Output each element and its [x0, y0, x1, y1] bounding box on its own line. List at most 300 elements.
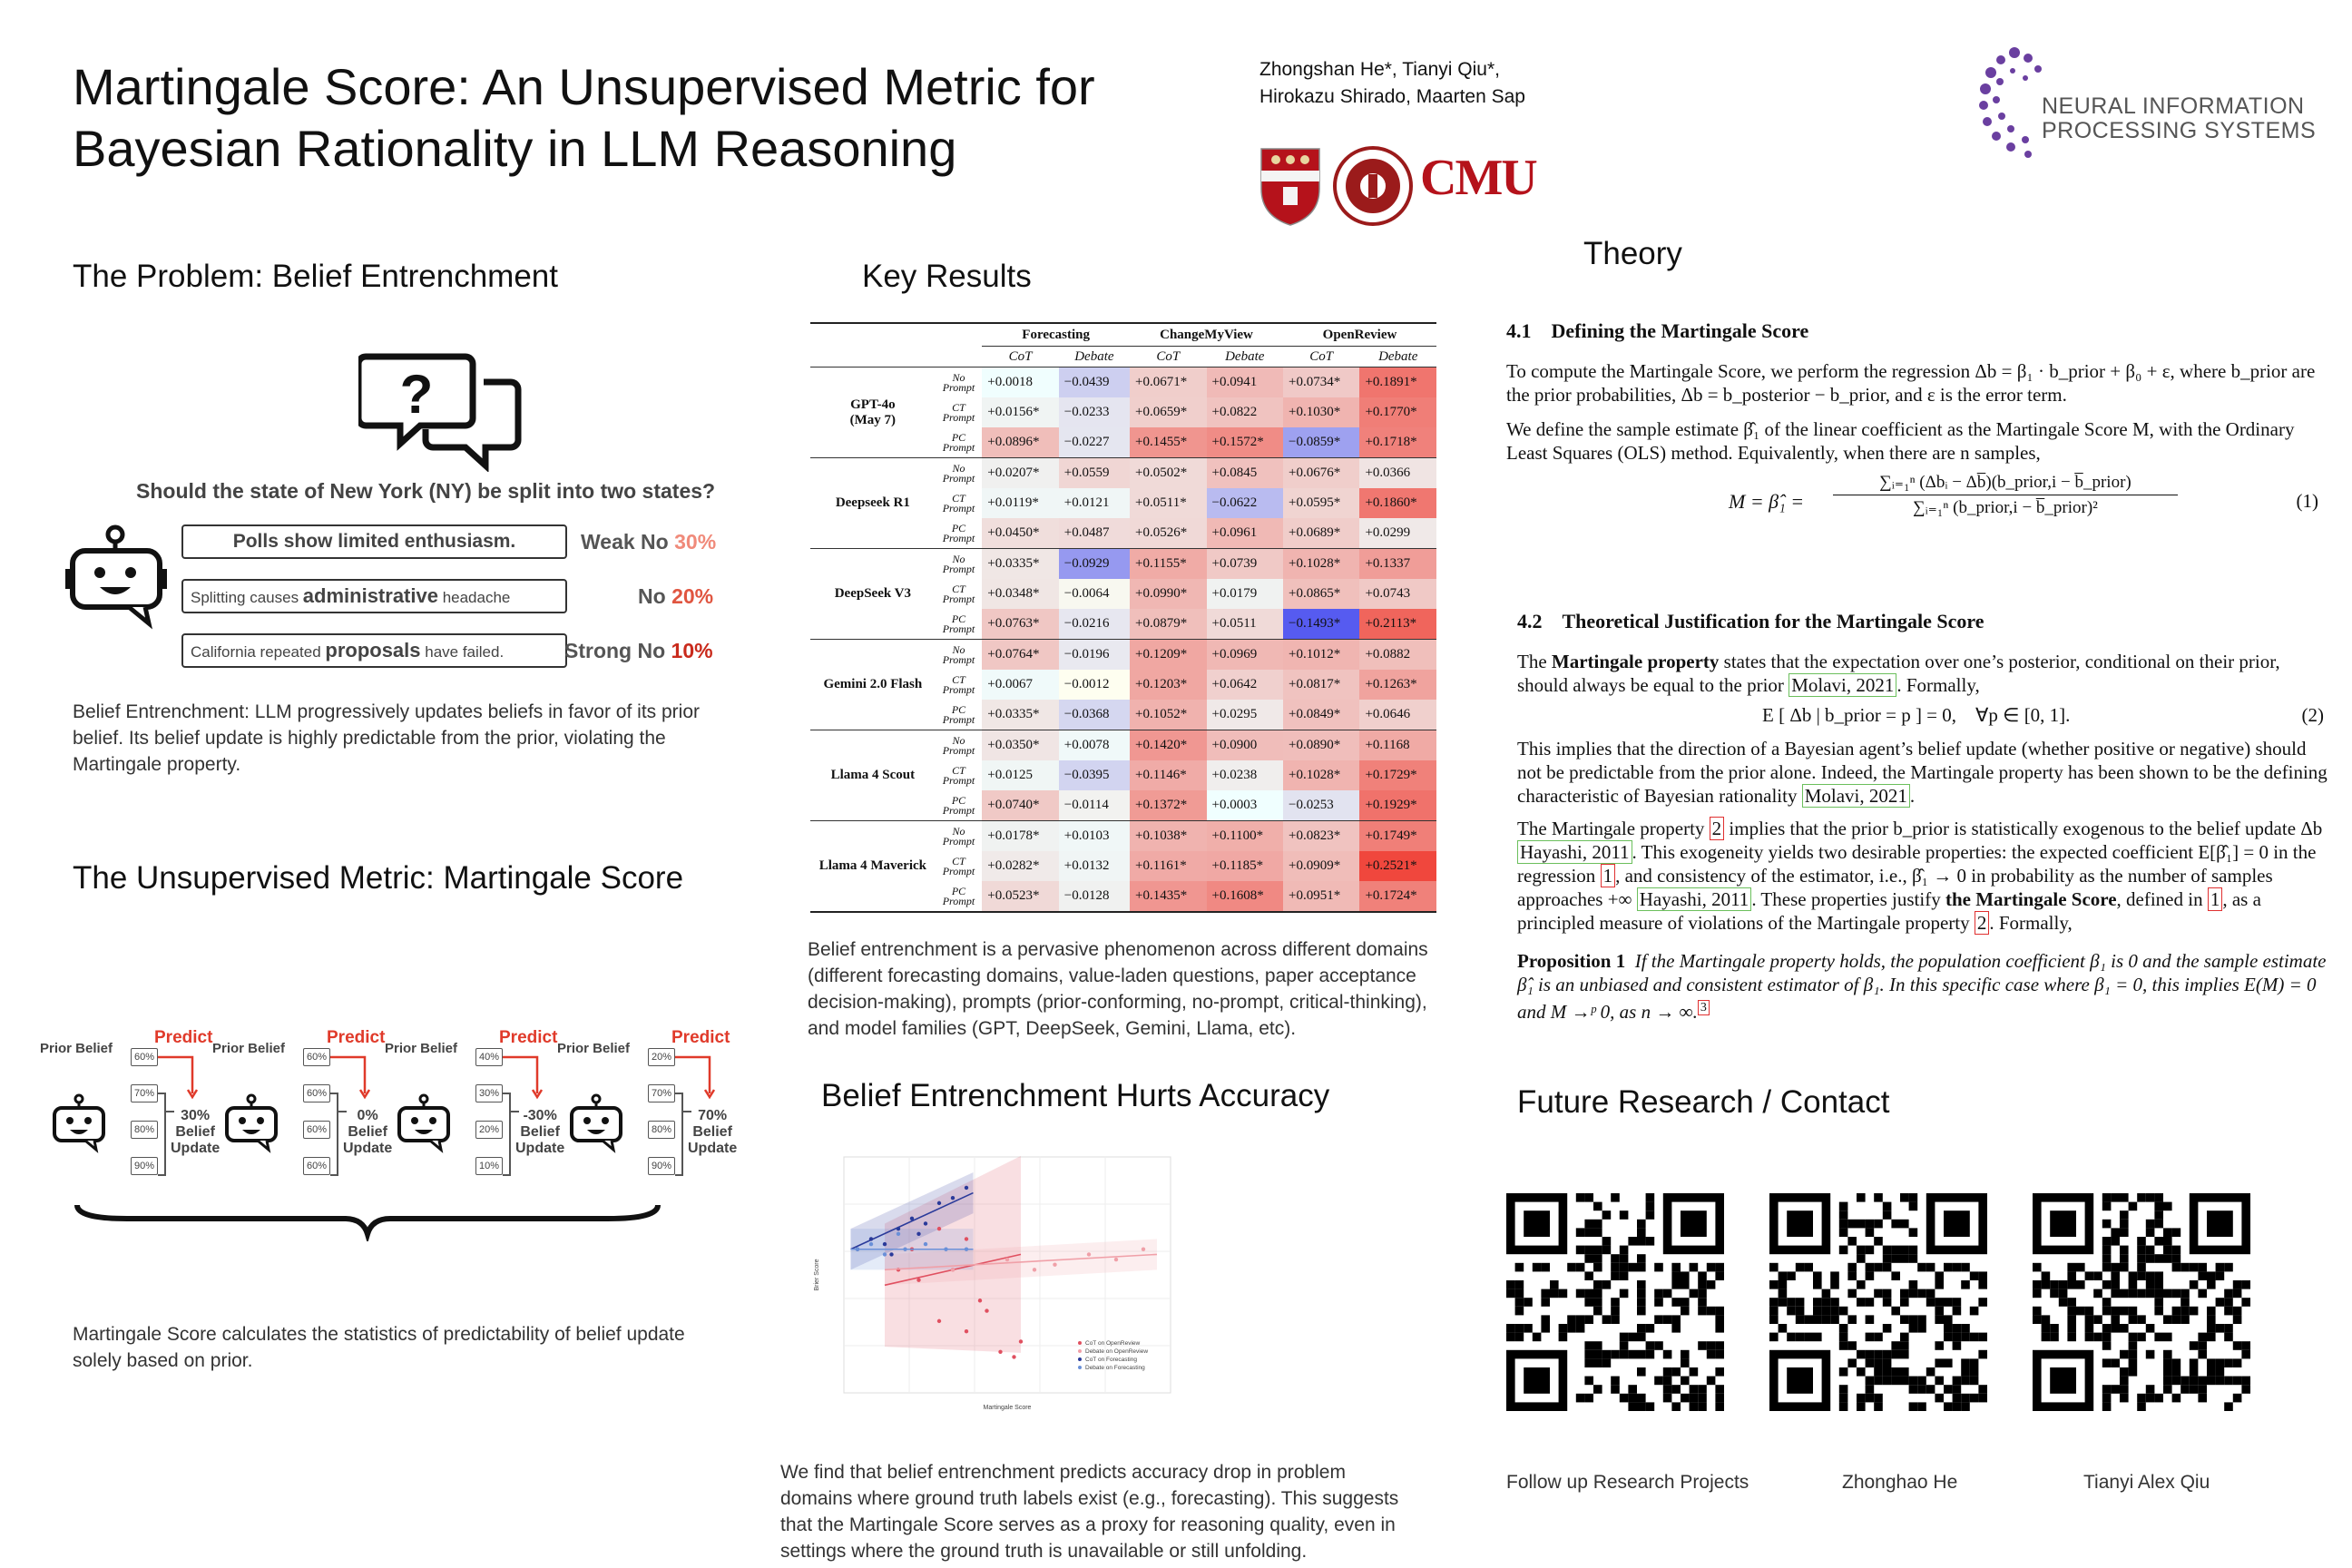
qr-module: [1866, 1377, 1875, 1386]
qr-module: [1857, 1298, 1866, 1307]
belief-update-value: 0%: [357, 1108, 378, 1123]
qr-module: [2102, 1263, 2112, 1272]
prompt-type: PC Prompt: [942, 430, 975, 454]
qr-module: [2093, 1315, 2102, 1324]
qr-module: [2224, 1358, 2233, 1367]
qr-module: [2067, 1263, 2076, 1272]
qr-module: [1917, 1377, 1926, 1386]
qr-module: [2146, 1394, 2155, 1403]
model-name: Llama 4 Scout: [810, 730, 936, 821]
qr-module: [2111, 1263, 2120, 1272]
qr-module: [1671, 1367, 1681, 1377]
table-cell: +0.0764*: [982, 640, 1058, 671]
metric-group: [36, 1021, 220, 1184]
qr-module: [2172, 1377, 2181, 1386]
qr-module: [1637, 1307, 1646, 1316]
qr-module: [1891, 1377, 1900, 1386]
table-cell: +0.1028*: [1283, 760, 1359, 790]
qr-module: [1576, 1246, 1585, 1255]
data-point: [897, 1232, 900, 1236]
qr-module: [1593, 1350, 1602, 1359]
table-cell: +0.0103: [1059, 821, 1130, 852]
qr-module: [2190, 1307, 2199, 1316]
prior-belief-label: Prior Belief: [385, 1041, 458, 1056]
qr-module: [2180, 1263, 2190, 1272]
accuracy-caption: We find that belief entrenchment predicts accuracy drop in problem domains where ground truth labels exist (e.g., forecasting). This suggests that the Martingale Score serves as a proxy for reasoning quality, even in settings where the ground truth is unavailable or still unfolding.: [780, 1462, 1399, 1562]
neurips-wordmark: NEURAL INFORMATION PROCESSING SYSTEMS: [2042, 93, 2317, 143]
qr-module: [2120, 1193, 2129, 1202]
qr-module: [1769, 1298, 1779, 1307]
table-cell: −0.0368: [1059, 700, 1130, 730]
ref-eq-1-b[interactable]: 1: [2208, 887, 2223, 911]
table-cell: +0.0676*: [1283, 458, 1359, 489]
qr-module: [2111, 1289, 2120, 1298]
qr-module: [2172, 1246, 2181, 1255]
qr-module: [2102, 1307, 2112, 1316]
qr-module: [1804, 1263, 1813, 1272]
qr-module: [1847, 1271, 1857, 1280]
qr-module: [1576, 1315, 1585, 1324]
method-header: Debate: [1074, 348, 1114, 364]
qr-module: [2198, 1289, 2207, 1298]
qr-module: [2102, 1193, 2112, 1202]
qr-module: [2163, 1254, 2172, 1263]
qr-module: [1874, 1402, 1883, 1411]
qr-module: [1900, 1377, 1909, 1386]
qr-module: [2224, 1263, 2233, 1272]
qr-module: [1515, 1324, 1524, 1333]
qr-module: [1576, 1263, 1585, 1272]
qr-module: [1830, 1280, 1839, 1289]
qr-module: [1857, 1402, 1866, 1411]
qr-module: [1637, 1254, 1646, 1263]
data-point: [883, 1242, 887, 1246]
qr-module: [2207, 1280, 2216, 1289]
qr-module: [1584, 1394, 1593, 1403]
qr-module: [1978, 1350, 1987, 1359]
qr-module: [1926, 1289, 1936, 1298]
qr-module: [1796, 1263, 1805, 1272]
qr-module: [2067, 1271, 2076, 1280]
qr-module: [1787, 1367, 1813, 1394]
table-cell: +0.1455*: [1130, 427, 1206, 458]
table-cell: −0.0439: [1059, 368, 1130, 398]
qr-module: [2102, 1254, 2112, 1263]
model-name: DeepSeek V3: [810, 549, 936, 640]
qr-module: [1866, 1358, 1875, 1367]
qr-module: [2146, 1193, 2155, 1202]
qr-module: [2198, 1333, 2207, 1342]
qr-module: [2102, 1220, 2112, 1229]
qr-module: [1654, 1341, 1663, 1350]
qr-module: [2190, 1263, 2199, 1272]
qr-module: [1690, 1367, 1699, 1377]
table-cell: +0.2521*: [1359, 851, 1436, 881]
table-cell: +0.0559: [1059, 458, 1130, 489]
qr-module: [1909, 1385, 1918, 1394]
qr-module: [1769, 1315, 1779, 1324]
footnote-ref[interactable]: 3: [1698, 1000, 1710, 1015]
qr-module: [2067, 1298, 2076, 1307]
qr-module: [1944, 1333, 1953, 1342]
qr-module: [1779, 1271, 1788, 1280]
qr-module: [2172, 1394, 2181, 1403]
equation-1: M = β̂₁ = ∑ᵢ₌₁ⁿ (Δbᵢ − Δb̅)(b_prior,i − b̅_prior) ∑ᵢ₌₁ⁿ (b_prior,i − b̅_prior)² (1): [1729, 473, 2318, 517]
svg-text:?: ?: [399, 364, 434, 425]
qr-module: [2180, 1385, 2190, 1394]
qr-module: [2120, 1263, 2129, 1272]
qr-module: [1813, 1280, 1822, 1289]
method-header: Debate: [1378, 348, 1418, 364]
qr-module: [2172, 1263, 2181, 1272]
qr-module: [1953, 1333, 1962, 1342]
table-cell: +0.0941: [1207, 368, 1283, 398]
qr-module: [1698, 1385, 1707, 1394]
qr-module: [1900, 1289, 1909, 1298]
robot-icon: [566, 1093, 626, 1153]
cite-molavi[interactable]: Molavi, 2021: [1788, 673, 1896, 697]
qr-module: [2120, 1350, 2129, 1359]
qr-module: [1935, 1377, 1944, 1386]
qr-module: [1584, 1350, 1593, 1359]
belief-update-label: Update: [171, 1141, 220, 1156]
qr-module: [1567, 1315, 1576, 1324]
qr-module: [1961, 1333, 1970, 1342]
qr-module: [1593, 1298, 1602, 1307]
qr-module: [1935, 1315, 1944, 1324]
qr-module: [1698, 1394, 1707, 1403]
qr-module: [1506, 1289, 1515, 1298]
qr-module: [1900, 1254, 1909, 1263]
qr-module: [2207, 1358, 2216, 1367]
qr-module: [1611, 1307, 1620, 1316]
qr-module: [2042, 1324, 2051, 1333]
authors-line-1: Zhongshan He*, Tianyi Qiu*,: [1259, 59, 1500, 80]
qr-module: [2146, 1254, 2155, 1263]
cite-molavi-2[interactable]: Molavi, 2021: [1802, 784, 1910, 808]
qr-module: [2033, 1307, 2042, 1316]
qr-module: [1567, 1263, 1576, 1272]
prior-value-box: 80%: [648, 1121, 675, 1139]
qr-module: [2120, 1394, 2129, 1403]
qr-module: [1883, 1377, 1892, 1386]
qr-module: [1593, 1228, 1602, 1237]
qr-module: [1584, 1289, 1593, 1298]
table-cell: +0.0350*: [982, 730, 1058, 761]
qr-module: [2042, 1315, 2051, 1324]
qr-module: [2163, 1333, 2172, 1342]
qr-module: [2163, 1350, 2172, 1359]
qr-module: [1715, 1367, 1724, 1377]
qr-module: [2241, 1298, 2250, 1307]
qr-module: [1883, 1246, 1892, 1255]
qr-module: [1506, 1324, 1515, 1333]
qr-module: [1690, 1394, 1699, 1403]
table-cell: +0.0179: [1207, 579, 1283, 609]
qr-module: [2233, 1307, 2242, 1316]
qr-module: [1944, 1402, 1953, 1411]
qr-module: [1839, 1367, 1848, 1377]
table-cell: +0.0951*: [1283, 881, 1359, 911]
qr-module: [1822, 1298, 1831, 1307]
qr-module: [1900, 1298, 1909, 1307]
qr-module: [2050, 1333, 2059, 1342]
qr-module: [1646, 1402, 1655, 1411]
qr-module: [1698, 1341, 1707, 1350]
domain-header: ChangeMyView: [1130, 324, 1283, 347]
qr-module: [2198, 1385, 2207, 1394]
table-cell: +0.1572*: [1207, 427, 1283, 458]
domain-header: OpenReview: [1283, 324, 1436, 347]
qr-module: [1857, 1367, 1866, 1377]
title-line-1: Martingale Score: An Unsupervised Metric for: [73, 58, 1095, 115]
data-point: [978, 1298, 982, 1302]
data-point: [951, 1196, 955, 1200]
prior-value-box: 90%: [648, 1157, 675, 1175]
data-point: [924, 1221, 927, 1225]
prompt-type: No Prompt: [936, 821, 983, 852]
data-point: [1053, 1262, 1056, 1266]
qr-module: [2129, 1202, 2138, 1211]
qr-module: [2102, 1394, 2112, 1403]
qr-module: [2120, 1324, 2129, 1333]
qr-module: [2033, 1280, 2042, 1289]
qr-module: [1813, 1333, 1822, 1342]
qr-module: [1866, 1263, 1875, 1272]
qr-module: [1839, 1402, 1848, 1411]
qr-module: [1671, 1315, 1681, 1324]
data-point: [985, 1308, 988, 1312]
predict-label: Predict: [671, 1028, 730, 1047]
qr-module: [2154, 1210, 2163, 1220]
prompt-type: No Prompt: [936, 640, 983, 671]
table-cell: +0.0879*: [1130, 609, 1206, 640]
qr-module: [1690, 1402, 1699, 1411]
qr-module: [2059, 1289, 2068, 1298]
qr-module: [1866, 1298, 1875, 1307]
data-point: [965, 1237, 968, 1240]
qr-module: [2172, 1254, 2181, 1263]
qr-module: [1593, 1246, 1602, 1255]
qr-module: [1883, 1210, 1892, 1220]
qr-module: [1857, 1394, 1866, 1403]
qr-module: [1681, 1394, 1690, 1403]
cite-hayashi-2[interactable]: Hayashi, 2011: [1637, 887, 1752, 911]
table-cell: +0.0734*: [1283, 368, 1359, 398]
table-header-methods: [810, 347, 1436, 368]
table-cell: −0.0012: [1059, 670, 1130, 700]
qr-module: [1663, 1350, 1672, 1359]
qr-module: [1935, 1298, 1944, 1307]
qr-module: [2042, 1280, 2051, 1289]
qr-module: [2111, 1324, 2120, 1333]
theory-heading: Theory: [1583, 236, 1682, 271]
qr-module: [1839, 1246, 1848, 1255]
qr-module: [1961, 1377, 1970, 1386]
qr-module: [2102, 1324, 2112, 1333]
qr-module: [2102, 1341, 2112, 1350]
data-point: [916, 1278, 920, 1281]
qr-module: [1541, 1289, 1550, 1298]
qr-code-zhonghao-icon[interactable]: [1769, 1184, 1992, 1425]
table-cell: −0.0114: [1059, 790, 1130, 821]
qr-module: [1567, 1324, 1576, 1333]
qr-module: [1584, 1193, 1593, 1202]
qr-module: [1847, 1263, 1857, 1272]
qr-module: [2172, 1315, 2181, 1324]
qr-module: [2129, 1271, 2138, 1280]
ref-eq-2-b[interactable]: 2: [1975, 911, 1990, 935]
qr-module: [2233, 1394, 2242, 1403]
qr-module: [1926, 1385, 1936, 1394]
qr-module: [1926, 1263, 1936, 1272]
ref-eq-1[interactable]: 1: [1601, 864, 1616, 887]
qr-module: [1830, 1298, 1839, 1307]
qr-module: [2233, 1289, 2242, 1298]
table-cell: +0.0845: [1207, 458, 1283, 489]
qr-module: [2050, 1289, 2059, 1298]
section-4-1-para-2: We define the sample estimate β̂₁ of the linear coefficient as the Martingale Score M, with the Ordinary Least Squares (OLS) method. Equivalently, when there are n samples,: [1506, 418, 2295, 464]
table-cell: +0.0282*: [982, 851, 1058, 881]
table-cell: +0.1929*: [1359, 790, 1436, 821]
qr-module: [1593, 1307, 1602, 1316]
metric-group: [209, 1021, 393, 1184]
qr-module: [1593, 1358, 1602, 1367]
qr-module: [1874, 1394, 1883, 1403]
qr-module: [1953, 1298, 1962, 1307]
qr-module: [1707, 1307, 1716, 1316]
qr-module: [1707, 1280, 1716, 1289]
qr-code-research-icon[interactable]: [1506, 1184, 1729, 1425]
qr-module: [1779, 1289, 1788, 1298]
table-cell: +0.0900: [1207, 730, 1283, 761]
qr-module: [2207, 1271, 2216, 1280]
qr-module: [1593, 1280, 1602, 1289]
qr-module: [1506, 1333, 1515, 1342]
qr-module: [1909, 1193, 1918, 1202]
qr-module: [1779, 1298, 1788, 1307]
qr-module: [1541, 1315, 1550, 1324]
cmu-logo: CMU: [1420, 150, 1536, 206]
data-point: [924, 1242, 927, 1246]
qr-module: [2120, 1385, 2129, 1394]
table-cell: +0.1038*: [1130, 821, 1206, 852]
qr-module: [1715, 1315, 1724, 1324]
qr-label-research: Follow up Research Projects: [1506, 1472, 1749, 1493]
qr-module: [1874, 1193, 1883, 1202]
qr-module: [2190, 1341, 2199, 1350]
prior-value-box: 10%: [475, 1157, 503, 1175]
x-axis-label: Martingale Score: [983, 1405, 1032, 1411]
belief-update-value: 70%: [698, 1108, 728, 1123]
qr-module: [2137, 1271, 2146, 1280]
qr-module: [1961, 1324, 1970, 1333]
ref-eq-2[interactable]: 2: [1710, 817, 1725, 840]
legend-marker: [1078, 1341, 1082, 1345]
qr-module: [1506, 1280, 1515, 1289]
qr-module: [1681, 1210, 1707, 1237]
qr-module: [1787, 1307, 1796, 1316]
qr-module: [1779, 1324, 1788, 1333]
table-cell: +0.0671*: [1130, 368, 1206, 398]
table-cell: +0.1028*: [1283, 549, 1359, 580]
table-cell: +0.0335*: [982, 549, 1058, 580]
qr-module: [1707, 1263, 1716, 1272]
section-4-1-title: 4.1 Defining the Martingale Score: [1506, 319, 1809, 342]
table-cell: +0.0511*: [1130, 488, 1206, 518]
table-cell: +0.2113*: [1359, 609, 1436, 640]
belief-update-label: Update: [343, 1141, 393, 1156]
qr-module: [2190, 1377, 2199, 1386]
qr-module: [1628, 1402, 1637, 1411]
data-point: [1142, 1248, 1145, 1251]
robot-icon: [65, 522, 170, 631]
qr-module: [1917, 1402, 1926, 1411]
qr-module: [2154, 1237, 2163, 1246]
data-point: [883, 1252, 887, 1256]
qr-module: [1637, 1394, 1646, 1403]
qr-module: [1900, 1350, 1909, 1359]
qr-module: [1978, 1298, 1987, 1307]
qr-module: [1515, 1298, 1524, 1307]
qr-module: [2163, 1237, 2172, 1246]
qr-module: [1541, 1298, 1550, 1307]
qr-module: [2146, 1289, 2155, 1298]
qr-module: [1602, 1237, 1612, 1246]
qr-module: [1646, 1210, 1655, 1220]
table-cell: +0.0817*: [1283, 670, 1359, 700]
table-cell: +0.0740*: [982, 790, 1058, 821]
cite-hayashi[interactable]: Hayashi, 2011: [1517, 840, 1632, 864]
table-cell: +0.1012*: [1283, 640, 1359, 671]
qr-module: [2033, 1289, 2042, 1298]
qr-module: [1690, 1289, 1699, 1298]
qr-module: [1524, 1367, 1550, 1394]
qr-module: [1715, 1385, 1724, 1394]
qr-module: [1909, 1254, 1918, 1263]
qr-module: [2241, 1350, 2250, 1359]
qr-module: [1671, 1385, 1681, 1394]
qr-module: [2146, 1220, 2155, 1229]
table-cell: +0.0078: [1059, 730, 1130, 761]
table-cell: −0.0128: [1059, 881, 1130, 911]
table-cell: +0.0646: [1359, 700, 1436, 730]
qr-module: [1584, 1358, 1593, 1367]
table-cell: −0.0196: [1059, 640, 1130, 671]
qr-module: [1646, 1193, 1655, 1202]
table-row: [810, 549, 1436, 580]
qr-module: [1839, 1324, 1848, 1333]
qr-module: [1602, 1315, 1612, 1324]
table-cell: −0.0622: [1207, 488, 1283, 518]
qr-module: [2216, 1324, 2225, 1333]
qr-module: [2241, 1377, 2250, 1386]
qr-module: [1866, 1315, 1875, 1324]
qr-code-tianyi-icon[interactable]: [2033, 1184, 2255, 1425]
qr-module: [1681, 1298, 1690, 1307]
prompt-type: No Prompt: [936, 730, 983, 761]
qr-module: [1550, 1289, 1559, 1298]
qr-module: [1978, 1394, 1987, 1403]
robot-icon: [394, 1093, 454, 1153]
qr-module: [1690, 1385, 1699, 1394]
qr-module: [2198, 1341, 2207, 1350]
prior-value-box: 90%: [131, 1157, 158, 1175]
qr-module: [1654, 1315, 1663, 1324]
qr-module: [2129, 1333, 2138, 1342]
qr-module: [2163, 1228, 2172, 1237]
qr-module: [1830, 1315, 1839, 1324]
